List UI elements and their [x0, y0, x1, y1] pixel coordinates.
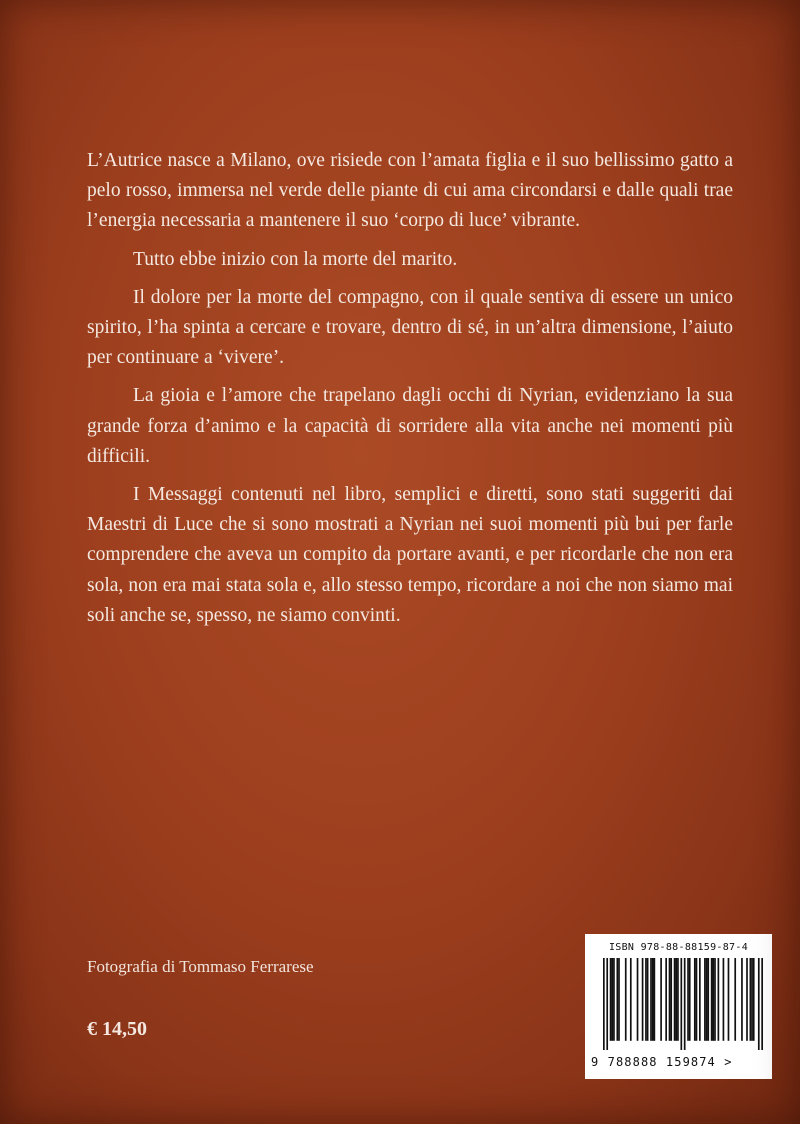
barcode-bar: [753, 958, 755, 1041]
blurb-paragraph: Tutto ebbe inizio con la morte del marito.: [133, 248, 458, 270]
barcode-bar: [758, 958, 760, 1050]
price-label: € 14,50: [87, 1018, 147, 1040]
barcode-bar: [751, 958, 753, 1041]
isbn-barcode-panel: [585, 934, 772, 1079]
barcode-bar: [650, 958, 652, 1041]
barcode-bar: [669, 958, 671, 1041]
barcode-bar: [728, 958, 730, 1041]
barcode-bar: [704, 958, 706, 1041]
barcode-bar: [680, 958, 682, 1050]
barcode-bar: [660, 958, 662, 1041]
barcode-bar: [647, 958, 649, 1041]
barcode-bar: [741, 958, 743, 1041]
barcode-bar: [677, 958, 679, 1041]
barcode-bar: [712, 958, 714, 1041]
blurb-paragraph: L’Autrice nasce a Milano, ove risiede con l’amata figlia e il suo bellissimo gatto a pelo rosso, immersa nel verde delle piante di cui ama circondarsi e dalle quali trae l’energia necessaria a mantenere il suo ‘corpo di luce’ vibrante.: [87, 150, 733, 232]
barcode-bar: [675, 958, 677, 1041]
barcode-bar: [652, 958, 654, 1041]
barcode-digits: 9 788888 159874 >: [591, 1055, 767, 1069]
barcode-bar: [665, 958, 667, 1041]
barcode-bar: [613, 958, 615, 1041]
barcode-bar: [674, 958, 676, 1041]
barcode-bar: [711, 958, 713, 1041]
barcode-bar: [654, 958, 656, 1041]
barcode-bar: [603, 958, 605, 1050]
barcode-bar: [699, 958, 701, 1041]
barcode-bar: [714, 958, 716, 1041]
barcode-bar: [637, 958, 639, 1041]
barcode-bar: [611, 958, 613, 1041]
barcode-bar: [689, 958, 691, 1041]
barcode-bar: [610, 958, 612, 1041]
barcode-bar: [684, 958, 686, 1050]
barcode-bar: [707, 958, 709, 1041]
barcode-bar: [734, 958, 736, 1041]
barcode-bar: [746, 958, 748, 1041]
barcode-bar: [618, 958, 620, 1041]
barcode-bar: [706, 958, 708, 1041]
barcode-bar: [630, 958, 632, 1041]
barcode-bar: [723, 958, 725, 1041]
barcode-bar: [645, 958, 647, 1041]
barcode-bar: [696, 958, 698, 1041]
blurb-paragraph: I Messaggi contenuti nel libro, semplici e diretti, sono stati suggeriti dai Maestri di Luce che si sono mostrati a Nyrian nei suoi momenti più bui per farle comprendere che aveva un compito da portare avanti, e per ricordarle che non era sola, non era mai stata sola e, allo stesso tempo, ricordare a noi che non siamo mai soli anche se, spesso, ne siamo convinti.: [87, 484, 733, 626]
barcode-bar: [616, 958, 618, 1041]
blurb-paragraph: Il dolore per la morte del compagno, con il quale sentiva di essere un unico spirito, l’ha spinta a cercare e trovare, dentro di sé, in un’altra dimensione, l’aiuto per continuare a ‘vivere’.: [87, 286, 733, 369]
barcode-bar: [625, 958, 627, 1041]
barcode-bar: [750, 958, 752, 1041]
isbn-label: ISBN 978-88-88159-87-4: [608, 942, 749, 953]
barcode-bar: [694, 958, 696, 1041]
blurb-paragraph: La gioia e l’amore che trapelano dagli occhi di Nyrian, evidenziano la sua grande forza d’animo e la capacità di sorridere alla vita anche nei momenti più difficili.: [87, 385, 733, 467]
barcode-bar: [606, 958, 608, 1050]
author-blurb: [87, 146, 733, 639]
barcode-image: [603, 958, 763, 1050]
barcode-bar: [670, 958, 672, 1041]
barcode-bar: [642, 958, 644, 1041]
barcode-bar: [718, 958, 720, 1041]
barcode-bar: [687, 958, 689, 1041]
barcode-bar: [761, 958, 763, 1050]
photo-credit: Fotografia di Tommaso Ferrarese: [87, 957, 314, 976]
